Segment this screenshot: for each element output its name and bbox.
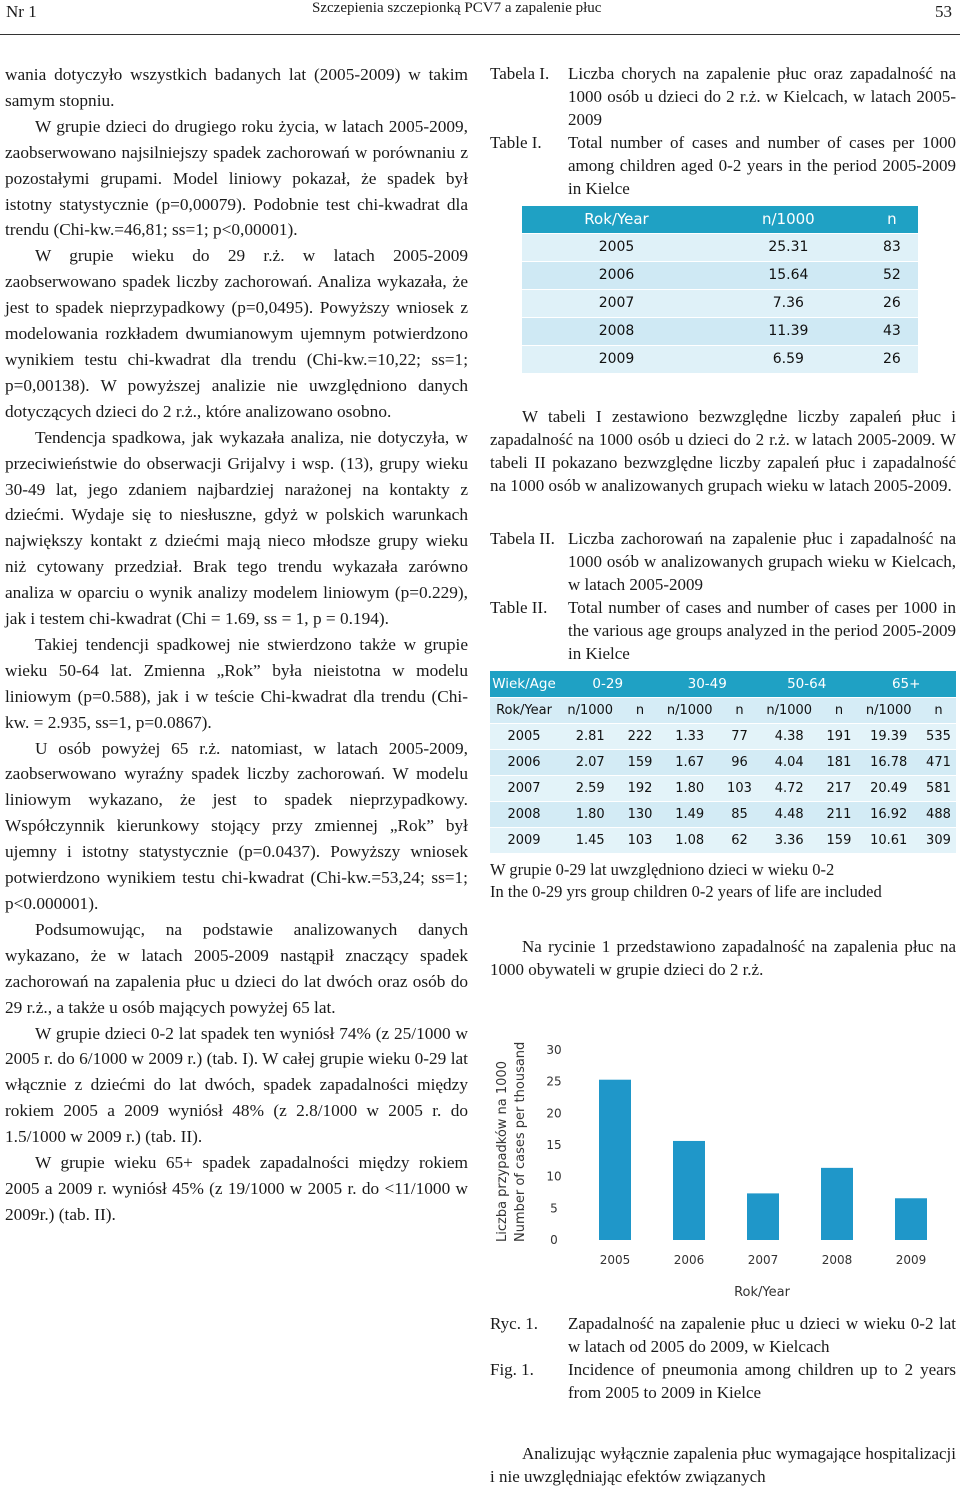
bar-chart	[490, 1032, 956, 1312]
table-cell: 15.64	[711, 262, 866, 290]
y-tick-label: 5	[550, 1201, 558, 1216]
table-cell: 77	[722, 724, 757, 750]
page-number: 53	[935, 2, 952, 21]
table-row	[490, 776, 956, 802]
table-cell: 103	[622, 828, 657, 854]
table-cell: 96	[722, 750, 757, 776]
caption-text: Total number of cases and number of cases per 1000 among children aged 0-2 years in the period 2005-2009 in Kielce	[568, 133, 956, 198]
table-cell: 2009	[522, 346, 711, 374]
paragraph: W tabeli I zestawiono bezwzględne liczby zapaleń płuc i zapadalność na 1000 osób u dzieci do 2 r.ż. w latach 2005-2009. W tabeli II pokazano bezwzględne liczby zapaleń płuc i zapadalność na 1000 osób w analizowanych grupach wieku w latach 2005-2009.	[490, 407, 956, 495]
table-cell: 19.39	[856, 724, 920, 750]
table-cell: 11.39	[711, 318, 866, 346]
column-header: n	[622, 698, 657, 724]
table-cell: 309	[921, 828, 956, 854]
column-header: 30-49	[657, 671, 756, 698]
table-cell: 7.36	[711, 290, 866, 318]
paragraph: W grupie wieku do 29 r.ż. w latach 2005-2009 zaobserwowano spadek liczby zachorowań. Analiza wykazała, że jest to spadek nieprzypadkowy (p=0,0495). Powyższy wniosek z modelowania rozkładem dwumianowym ujemnym potwierdzono wynikiem testu chi-kwadrat dla trendu (Chi-kw.=10,22; ss=1; p=0,00138). W powyższej analizie nie uwzględniono danych dotyczących dzieci do 2 r.ż., które analizowano osobno.	[5, 246, 468, 421]
table-cell: 1.80	[558, 802, 622, 828]
table-row	[490, 802, 956, 828]
table-cell: 159	[622, 750, 657, 776]
column-header: Wiek/Age	[490, 671, 558, 698]
page-header	[0, 0, 960, 36]
table-cell: 2005	[522, 234, 711, 262]
paragraph: Podsumowując, na podstawie analizowanych danych wykazano, że w latach 2005-2009 nastąpił znaczący spadek zachorowań na zapalenia płuc u dzieci do lat dwóch oraz osób do 29 r.ż., a także u osób mających powyżej 65 lat.	[5, 919, 468, 1017]
table-subheader-row	[490, 698, 956, 724]
table-cell: 85	[722, 802, 757, 828]
table-cell: 83	[866, 234, 918, 262]
table2-note-en: In the 0-29 yrs group children 0-2 years of life are included	[490, 882, 882, 901]
table-row	[490, 750, 956, 776]
figure-caption-block	[490, 1312, 956, 1488]
y-tick-label: 0	[550, 1233, 558, 1247]
table-cell: 2007	[522, 290, 711, 318]
bar	[895, 1198, 927, 1240]
column-header: n/1000	[856, 698, 920, 724]
x-tick-label: 2006	[673, 1253, 705, 1267]
table-cell: 192	[622, 776, 657, 802]
table-cell: 4.04	[757, 750, 821, 776]
table-row	[522, 262, 918, 290]
table-cell: 16.78	[856, 750, 920, 776]
column-header: n	[821, 698, 856, 724]
table-group-header-row	[490, 671, 956, 698]
x-tick-label: 2005	[599, 1253, 631, 1267]
table-cell: 1.49	[657, 802, 721, 828]
caption-text: Incidence of pneumonia among children up to 2 years from 2005 to 2009 in Kielce	[568, 1360, 956, 1402]
running-title: Szczepienia szczepionką PCV7 a zapalenie płuc	[312, 0, 602, 16]
table-cell: 43	[866, 318, 918, 346]
table-cell: 1.67	[657, 750, 721, 776]
table2-caption-pl	[490, 527, 956, 596]
table-cell: 2.07	[558, 750, 622, 776]
bar	[821, 1168, 853, 1240]
table-cell: 16.92	[856, 802, 920, 828]
paragraph: Takiej tendencji spadkowej nie stwierdzono także w grupie wieku 50-64 lat. Zmienna „Rok” była nieistotna w modelu liniowym (p=0.588), jak i w teście Chi-kwadrat dla trendu (Chi-kw. = 2.935, ss=1, p=0.0867).	[5, 634, 468, 732]
figure-caption-en	[490, 1358, 956, 1404]
table-row	[490, 828, 956, 854]
paragraph: W grupie dzieci do drugiego roku życia, w latach 2005-2009, zaobserwowano najsilniejszy spadek zachorowań w porównaniu z pozostałymi grupami. Model liniowy pokazał, że spadek był istotny statystycznie (p=0,00079). Podobnie test chi-kwadrat dla trendu (Chi-kw.=46,81; ss=1; p<0,00001).	[5, 116, 468, 240]
column-header: n/1000	[711, 206, 866, 234]
table-cell: 1.45	[558, 828, 622, 854]
caption-label: Table II.	[490, 598, 548, 617]
table-cell: 2006	[490, 750, 558, 776]
column-header: n	[866, 206, 918, 234]
table1-caption-pl	[490, 62, 956, 131]
issue-number: Nr 1	[6, 2, 37, 21]
table-header-row	[522, 206, 918, 234]
table-cell: 3.36	[757, 828, 821, 854]
table-cell: 4.38	[757, 724, 821, 750]
column-header: 0-29	[558, 671, 657, 698]
column-header: n/1000	[757, 698, 821, 724]
table-cell: 471	[921, 750, 956, 776]
column-header: n	[722, 698, 757, 724]
table1-caption-en	[490, 131, 956, 200]
column-header: n	[921, 698, 956, 724]
y-axis-label: Liczba przypadków na 1000	[495, 1061, 510, 1242]
table-row	[490, 724, 956, 750]
table-cell: 6.59	[711, 346, 866, 374]
caption-text: Total number of cases and number of cases per 1000 in the various age groups analyzed in the period 2005-2009 in Kielce	[568, 598, 956, 663]
caption-label: Table I.	[490, 133, 542, 152]
bar	[673, 1141, 705, 1240]
table1	[522, 206, 918, 373]
y-axis-label: Number of cases per thousand	[513, 1041, 528, 1242]
x-tick-label: 2007	[747, 1253, 779, 1267]
caption-label: Tabela II.	[490, 529, 555, 548]
left-column	[5, 62, 468, 1228]
paragraph: W grupie dzieci 0-2 lat spadek ten wyniósł 74% (z 25/1000 w 2005 r. do 6/1000 w 2009 r.) (tab. I). W całej grupie wieku 0-29 lat włącznie z dziećmi do lat dwóch, spadek zapadalności między rokiem 2005 a 2009 wyniósł 48% (z 2.8/1000 w 2005 r. do 1.5/1000 w 2009 r.) (tab. II).	[5, 1023, 468, 1147]
column-header: 65+	[856, 671, 956, 698]
table-cell: 211	[821, 802, 856, 828]
table-cell: 4.72	[757, 776, 821, 802]
table-cell: 26	[866, 346, 918, 374]
y-tick-label: 15	[546, 1138, 562, 1152]
y-tick-label: 30	[546, 1043, 562, 1057]
table-row	[522, 318, 918, 346]
figure-1-chart	[490, 1032, 956, 1312]
y-tick-label: 10	[546, 1169, 562, 1184]
table-cell: 1.08	[657, 828, 721, 854]
paragraph: W grupie wieku 65+ spadek zapadalności między rokiem 2005 a 2009 r. wyniósł 45% (z 19/1000 w 2005 r. do <11/1000 w 2009r.) (tab. II).	[5, 1153, 468, 1224]
bar	[747, 1193, 779, 1240]
y-tick-label: 20	[546, 1106, 562, 1121]
table-cell: 488	[921, 802, 956, 828]
y-tick-label: 25	[546, 1074, 562, 1089]
figure-caption-pl	[490, 1312, 956, 1358]
table-cell: 62	[722, 828, 757, 854]
caption-text: Liczba zachorowań na zapalenie płuc i zapadalność na 1000 osób w analizowanych grupach wieku w Kielcach, w latach 2005-2009	[568, 529, 956, 594]
caption-label: Tabela I.	[490, 64, 550, 83]
table-cell: 191	[821, 724, 856, 750]
table2-note-pl: W grupie 0-29 lat uwzględniono dzieci w wieku 0-2	[490, 860, 835, 879]
column-header: 50-64	[757, 671, 856, 698]
column-header: Rok/Year	[522, 206, 711, 234]
table-cell: 2009	[490, 828, 558, 854]
column-header: Rok/Year	[490, 698, 558, 724]
caption-label: Ryc. 1.	[490, 1314, 538, 1333]
column-header: n/1000	[558, 698, 622, 724]
paragraph: Tendencja spadkowa, jak wykazała analiza, nie dotyczyła, w przeciwieństwie do obserwacji Grijalvy i wsp. (13), grupy wieku 30-49 lat, jego zdaniem najbardziej narażonej na kontakty z dziećmi. Wydaje się to niesłuszne, gdyż w polskich warunkach największy kontakt z dziećmi mają nieco młodsze grupy wieku niż cytowany przedział. Brak tego trendu wykazała zarówno analiza w oparciu o wynik analizy modelem liniowym (p=0.229), jak i testem chi-kwadrat (Chi = 1.69, ss = 1, p = 0.194).	[5, 427, 468, 629]
table-cell: 25.31	[711, 234, 866, 262]
table-cell: 181	[821, 750, 856, 776]
table-cell: 581	[921, 776, 956, 802]
table-cell: 2007	[490, 776, 558, 802]
table-cell: 10.61	[856, 828, 920, 854]
column-header: n/1000	[657, 698, 721, 724]
table-cell: 222	[622, 724, 657, 750]
table-cell: 26	[866, 290, 918, 318]
bar	[599, 1080, 631, 1240]
caption-label: Fig. 1.	[490, 1360, 534, 1379]
table-row	[522, 346, 918, 374]
table-cell: 130	[622, 802, 657, 828]
table-cell: 2008	[490, 802, 558, 828]
table-cell: 217	[821, 776, 856, 802]
paragraph: U osób powyżej 65 r.ż. natomiast, w latach 2005-2009, zaobserwowano wyraźny spadek liczby zachorowań. W modelu liniowym wykazano, że jest to spadek nieprzypadkowy. Współczynnik kierunkowy stojący przy zmiennej „Rok” był ujemny i istotny statystycznie (p=0.0437). Powyższy wniosek potwierdzono wynikiem testu chi-kwadrat (Chi-kw.=53,24; ss=1; p<0.000001).	[5, 738, 468, 913]
table-cell: 2005	[490, 724, 558, 750]
table-row	[522, 234, 918, 262]
table-cell: 1.33	[657, 724, 721, 750]
table-cell: 2.81	[558, 724, 622, 750]
paragraph: Na rycinie 1 przedstawiono zapadalność na zapalenia płuc na 1000 obywateli w grupie dzieci do 2 r.ż.	[490, 937, 956, 979]
table-cell: 20.49	[856, 776, 920, 802]
table-cell: 2008	[522, 318, 711, 346]
caption-text: Zapadalność na zapalenie płuc u dzieci w wieku 0-2 lat w latach od 2005 do 2009, w Kielcach	[568, 1314, 956, 1356]
table2-caption-en	[490, 596, 956, 665]
x-axis-label: Rok/Year	[734, 1285, 790, 1300]
table-cell: 52	[866, 262, 918, 290]
table2	[490, 671, 956, 853]
table-cell: 2006	[522, 262, 711, 290]
x-tick-label: 2009	[895, 1253, 927, 1267]
table-cell: 2.59	[558, 776, 622, 802]
table-cell: 103	[722, 776, 757, 802]
paragraph: Analizując wyłącznie zapalenia płuc wymagające hospitalizacji i nie uwzględniając efektów związanych	[490, 1444, 956, 1486]
table-row	[522, 290, 918, 318]
x-tick-label: 2008	[821, 1253, 853, 1267]
caption-text: Liczba chorych na zapalenie płuc oraz zapadalność na 1000 osób u dzieci do 2 r.ż. w Kielcach, w latach 2005-2009	[568, 64, 956, 129]
paragraph: wania dotyczyło wszystkich badanych lat (2005-2009) w takim samym stopniu.	[5, 65, 468, 110]
table-cell: 159	[821, 828, 856, 854]
header-rule	[0, 34, 960, 35]
table-cell: 1.80	[657, 776, 721, 802]
table-cell: 535	[921, 724, 956, 750]
right-column	[490, 62, 956, 981]
table-cell: 4.48	[757, 802, 821, 828]
